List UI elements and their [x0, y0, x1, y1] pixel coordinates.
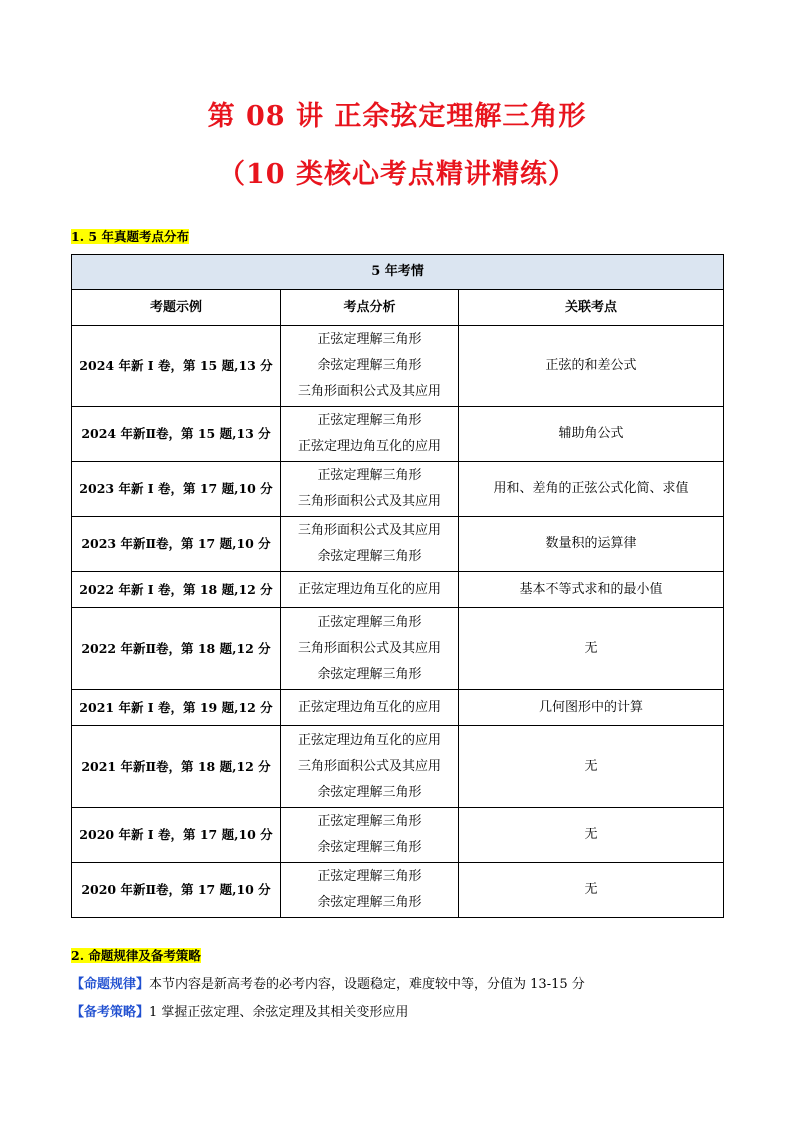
cell-related: 正弦的和差公式 — [459, 326, 724, 407]
section-heading-text: 2. 命题规律及备考策略 — [71, 948, 201, 963]
cell-exam-example: 2023 年新Ⅱ卷，第 17 题,10 分 — [72, 517, 281, 572]
cell-exam-example: 2024 年新 I 卷，第 15 题,13 分 — [72, 326, 281, 407]
cell-analysis — [281, 863, 459, 918]
analysis-item: 余弦定理解三角形 — [317, 840, 422, 855]
analysis-item: 正弦定理解三角形 — [317, 869, 422, 884]
analysis-item: 余弦定理解三角形 — [317, 358, 422, 373]
analysis-item: 正弦定理边角互化的应用 — [297, 439, 441, 454]
section-heading-text: 1. 5 年真题考点分布 — [71, 229, 189, 244]
analysis-item: 三角形面积公式及其应用 — [297, 523, 441, 538]
cell-related: 基本不等式求和的最小值 — [459, 572, 724, 608]
cell-related: 无 — [459, 808, 724, 863]
analysis-item: 余弦定理解三角形 — [317, 895, 422, 910]
table-row — [72, 726, 724, 808]
analysis-item: 余弦定理解三角形 — [317, 666, 422, 682]
exam-distribution-table — [71, 254, 724, 918]
analysis-item: 余弦定理解三角形 — [317, 549, 422, 564]
cell-analysis — [281, 572, 459, 608]
cell-exam-example: 2023 年新 I 卷，第 17 题,10 分 — [72, 462, 281, 517]
cell-related: 几何图形中的计算 — [459, 690, 724, 726]
analysis-item: 正弦定理解三角形 — [317, 614, 422, 630]
cell-analysis — [281, 326, 459, 407]
section-heading-rules-strategy — [71, 946, 201, 964]
cell-related: 辅助角公式 — [459, 407, 724, 462]
table-row — [72, 808, 724, 863]
table-header-row — [72, 290, 724, 326]
cell-analysis — [281, 726, 459, 808]
cell-related: 用和、差角的正弦公式化简、求值 — [459, 462, 724, 517]
table-row — [72, 572, 724, 608]
prep-strategy-note — [71, 1001, 408, 1020]
cell-related: 无 — [459, 863, 724, 918]
table-row — [72, 517, 724, 572]
cell-exam-example: 2022 年新Ⅱ卷，第 18 题,12 分 — [72, 608, 281, 690]
analysis-item: 正弦定理边角互化的应用 — [297, 581, 441, 597]
cell-related: 无 — [459, 608, 724, 690]
table-row — [72, 326, 724, 407]
cell-analysis — [281, 608, 459, 690]
analysis-item: 正弦定理解三角形 — [317, 413, 422, 428]
page-subtitle: （10 类核心考点精讲精练） — [218, 159, 576, 190]
analysis-item: 余弦定理解三角形 — [317, 784, 422, 800]
cell-analysis — [281, 517, 459, 572]
rule-tag: 【命题规律】 — [71, 977, 150, 992]
cell-exam-example: 2021 年新Ⅱ卷，第 18 题,12 分 — [72, 726, 281, 808]
table-row — [72, 462, 724, 517]
table-row — [72, 690, 724, 726]
strategy-tag: 【备考策略】 — [71, 1005, 150, 1020]
cell-related: 无 — [459, 726, 724, 808]
cell-analysis — [281, 690, 459, 726]
section-heading-exam-distribution — [71, 227, 189, 245]
cell-analysis — [281, 808, 459, 863]
table-caption-row — [72, 255, 724, 290]
cell-exam-example: 2020 年新Ⅱ卷，第 17 题,10 分 — [72, 863, 281, 918]
analysis-item: 三角形面积公式及其应用 — [297, 758, 441, 774]
column-header-analysis: 考点分析 — [281, 290, 459, 326]
table-row — [72, 608, 724, 690]
analysis-item: 正弦定理边角互化的应用 — [297, 732, 441, 748]
cell-exam-example: 2021 年新 I 卷，第 19 题,12 分 — [72, 690, 281, 726]
cell-exam-example: 2022 年新 I 卷，第 18 题,12 分 — [72, 572, 281, 608]
analysis-item: 三角形面积公式及其应用 — [297, 640, 441, 656]
column-header-example: 考题示例 — [72, 290, 281, 326]
strategy-text: 1 掌握正弦定理、余弦定理及其相关变形应用 — [149, 1005, 409, 1020]
cell-exam-example: 2024 年新Ⅱ卷，第 15 题,13 分 — [72, 407, 281, 462]
table-row — [72, 863, 724, 918]
cell-related: 数量积的运算律 — [459, 517, 724, 572]
cell-exam-example: 2020 年新 I 卷，第 17 题,10 分 — [72, 808, 281, 863]
page-title: 第 08 讲 正余弦定理解三角形 — [207, 101, 587, 132]
proposition-rule-note — [71, 973, 585, 992]
analysis-item: 三角形面积公式及其应用 — [297, 384, 441, 399]
analysis-item: 正弦定理解三角形 — [317, 332, 422, 347]
analysis-item: 正弦定理解三角形 — [317, 468, 422, 483]
analysis-item: 正弦定理解三角形 — [317, 814, 422, 829]
column-header-related: 关联考点 — [459, 290, 724, 326]
analysis-item: 正弦定理边角互化的应用 — [297, 699, 441, 715]
table-row — [72, 407, 724, 462]
analysis-item: 三角形面积公式及其应用 — [297, 494, 441, 509]
cell-analysis — [281, 462, 459, 517]
rule-text: 本节内容是新高考卷的必考内容，设题稳定，难度较中等，分值为 13-15 分 — [149, 977, 585, 992]
cell-analysis — [281, 407, 459, 462]
table-caption: 5 年考情 — [72, 255, 724, 290]
